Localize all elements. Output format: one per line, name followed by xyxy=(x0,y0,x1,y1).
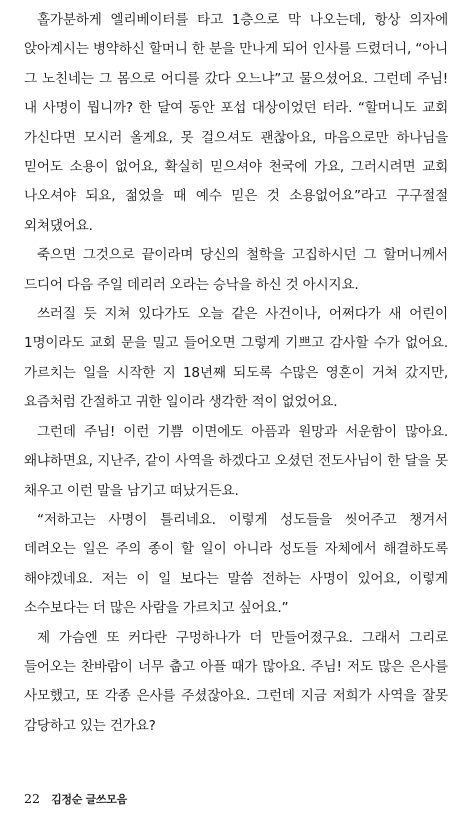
paragraph: 제 가슴엔 또 커다란 구멍하나가 더 만들어졌구요. 그래서 그리로 들어오는 찬바람이 너무 춥고 아플 때가 많아요. 주님! 저도 많은 은사를 사모했고, 또 각종 은사를 주셨잖아요. 그런데 지금 저희가 사역을 잘못 감당하고 있는 건가요? xyxy=(24,629,448,734)
paragraph: 그런데 주님! 이런 기쁨 이면에도 아픔과 원망과 서운함이 많아요. 왜냐하면요, 지난주, 같이 사역을 하겠다고 오셨던 전도사님이 한 달을 못 채우고 이런 말을 남기고 떠났거든요. xyxy=(24,423,448,499)
paragraph: 죽으면 그것으로 끝이라며 당신의 철학을 고집하시던 그 할머니께서 드디어 다음 주일 데리러 오라는 승낙을 하신 것 아시지요. xyxy=(24,247,448,293)
page-number: 22 xyxy=(24,791,40,806)
page-footer xyxy=(24,791,127,807)
running-title: 김정순 글쓰모음 xyxy=(51,793,127,806)
paragraph: “저하고는 사명이 틀리네요. 이렇게 성도들을 씻어주고 챙겨서 데려오는 일은 주의 종이 할 일이 아니라 성도들 자체에서 해결하도록 해야겠네요. 저는 이 일 보다는 말씀 전하는 사명이 있어요, 이렇게 소수보다는 더 많은 사람을 가르치고 싶어요.” xyxy=(24,511,448,617)
body-text xyxy=(24,6,448,741)
paragraph: 홀가분하게 엘리베이터를 타고 1층으로 막 나오는데, 항상 의자에 앉아계시는 병약하신 할머니 한 분을 만나게 되어 인사를 드렸더니, “아니 그 노친네는 그 몸으로 어디를 갔다 오느냐”고 물으셨어요. 그런데 주님! 내 사명이 뭡니까? 한 달여 동안 포섭 대상이었던 터라. “할머니도 교회 가신다면 모시러 올게요, 못 걸으셔도 괜찮아요, 마음으로만 하나님을 믿어도 소용이 없어요, 확실히 믿으셔야 천국에 가요, 그러시려면 교회 나오셔야 되요, 젊었을 때 예수 믿은 것 소용없어요”라고 구구절절 외쳐댔어요. xyxy=(24,12,448,234)
paragraph: 쓰러질 듯 지쳐 있다가도 오늘 같은 사건이나, 어쩌다가 새 어린이 1명이라도 교회 문을 밀고 들어오면 그렇게 기쁘고 감사할 수가 없어요. 가르치는 일을 시작한 지 18년째 되도록 수많은 영혼이 거쳐 갔지만, 요즘처럼 간절하고 귀한 일이라 생각한 적이 없었어요. xyxy=(24,306,448,411)
